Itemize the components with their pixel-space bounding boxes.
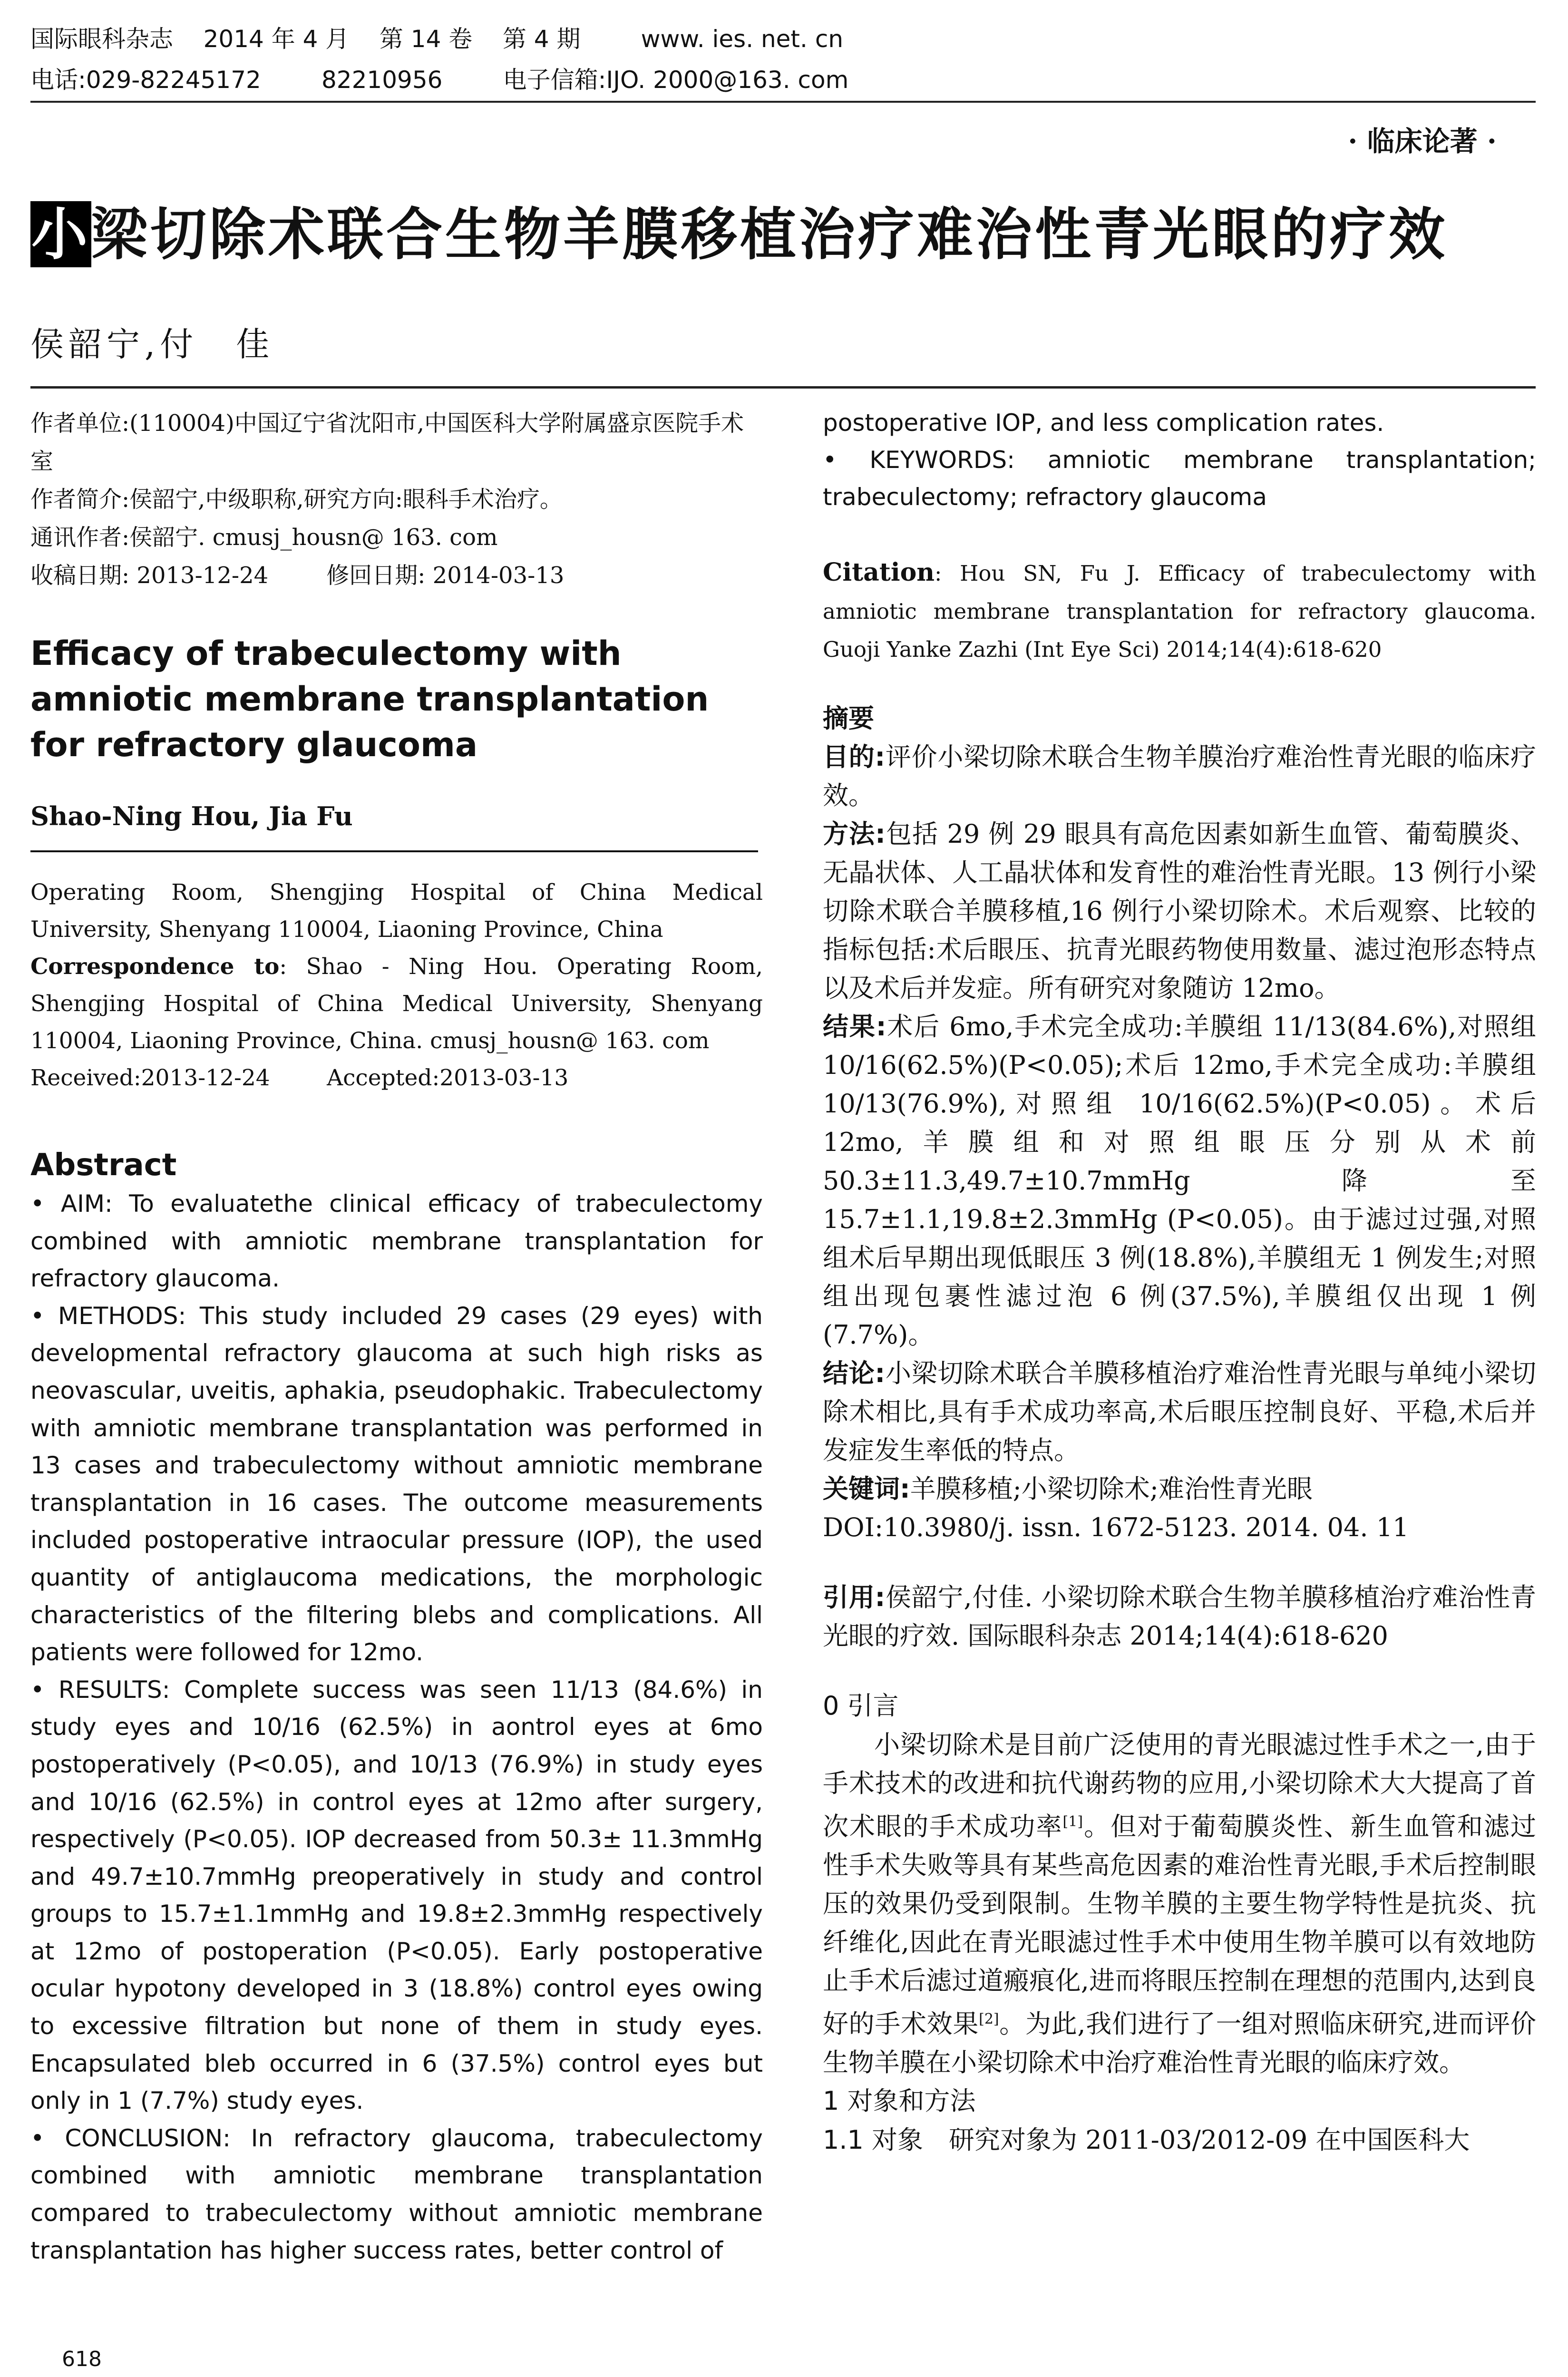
- affil-unit: 作者单位:(110004)中国辽宁省沈阳市,中国医科大学附属盛京医院手术室: [30, 410, 744, 475]
- zh-keywords: [823, 1470, 1536, 1508]
- ref-2: [2]: [979, 2011, 999, 2027]
- correspondence: [30, 948, 763, 1060]
- section-1-heading: 1 对象和方法: [823, 2086, 976, 2116]
- zh-conclusion-label: 结论:: [823, 1358, 886, 1388]
- abstract-results: • RESULTS: Complete success was seen 11/13 (84.6%) in study eyes and 10/16 (62.5%) in aontrol eyes at 6mo postoperatively (P<0.05), and 10/13 (76.9%) in study eyes and 10/16 (62.5%) in control eyes at 12mo after surgery, respectively (P<0.05). IOP decreased from 50.3± 11.3mmHg and 49.7±10.7mmHg preoperatively in study and control groups to 15.7±1.1mmHg and 19.8±2.3mmHg respectively at 12mo of postoperation (P<0.05). Early postoperative ocular hypotony developed in 3 (18.8%) control eyes owing to excessive filtration but none of them in study eyes. Encapsulated bleb occurred in 6 (37.5%) control eyes but only in 1 (7.7%) study eyes.: [30, 1676, 763, 2115]
- zh-results-label: 结果:: [823, 1012, 886, 1042]
- abstract-methods: • METHODS: This study included 29 cases (29 eyes) with developmental refractory glaucoma at such high risks as neovascular, uveitis, aphakia, pseudophakic. Trabeculectomy with amniotic membrane transplantation was performed in 13 cases and trabeculectomy without amniotic membrane transplantation in 16 cases. The outcome measurements included postoperative intraocular pressure (IOP), the used quantity of antiglaucoma medications, the morphologic characteristics of the filtering blebs and complications. All patients were followed for 12mo.: [30, 1302, 763, 1666]
- abstract-continued: postoperative IOP, and less complication rates.: [823, 409, 1384, 437]
- section-1-1-label: 1.1 对象: [823, 2125, 924, 2155]
- page-number: 618: [62, 2347, 102, 2371]
- intro-heading: 0 引言: [823, 1691, 899, 1721]
- title-text: 梁切除术联合生物羊膜移植治疗难治性青光眼的疗效: [91, 201, 1448, 267]
- header-rule: [30, 101, 1536, 103]
- zh-methods-label: 方法:: [823, 819, 886, 849]
- keywords-en: • KEYWORDS: amniotic membrane transplantation; trabeculectomy; refractory glaucoma: [823, 446, 1536, 511]
- title-highlight: 小: [31, 201, 91, 267]
- english-title: Efficacy of trabeculectomy with amniotic membrane transplantation for refractory glaucoma: [30, 634, 709, 764]
- zh-methods-text: 包括 29 例 29 眼具有高危因素如新生血管、葡萄膜炎、无晶状体、人工晶状体和发育性的难治性青光眼。13 例行小梁切除术联合羊膜移植,16 例行小梁切除术。术后观察、比较的指标包括:术后眼压、抗青光眼药物使用数量、滤过泡形态特点以及术后并发症。所有研究对象随访 12mo。: [823, 819, 1536, 1003]
- abstract-aim: • AIM: To evaluatethe clinical efficacy of trabeculectomy combined with amniotic membrane transplantation for refractory glaucoma.: [30, 1190, 763, 1293]
- left-column: [30, 404, 763, 2269]
- zh-results: [823, 1007, 1536, 1354]
- zh-citation: [823, 1578, 1536, 1655]
- zh-methods: [823, 815, 1536, 1007]
- abstract-zh: [823, 699, 1536, 1655]
- corr-text: : Shao - Ning Hou. Operating Room, Shengjing Hospital of China Medical University, Shenyang 110004, Liaoning Province, China. cmusj_housn@ 163. com: [30, 954, 763, 1054]
- zh-keywords-text: 羊膜移植;小梁切除术;难治性青光眼: [910, 1474, 1313, 1504]
- authors-zh: 侯韶宁,付 佳: [30, 325, 274, 364]
- zh-aim-label: 目的:: [823, 742, 886, 772]
- abstract-conclusion: • CONCLUSION: In refractory glaucoma, trabeculectomy combined with amniotic membrane transplantation compared to trabeculectomy without amniotic membrane transplantation has higher success rates, better control of: [30, 2124, 763, 2264]
- zh-keywords-label: 关键词:: [823, 1474, 910, 1504]
- affiliation-zh: [30, 404, 763, 594]
- zh-citation-text: 侯韶宁,付佳. 小梁切除术联合生物羊膜移植治疗难治性青光眼的疗效. 国际眼科杂志 2014;14(4):618-620: [823, 1582, 1536, 1651]
- journal-header-line1: 国际眼科杂志 2014 年 4 月 第 14 卷 第 4 期 www. ies. net. cn: [30, 25, 844, 53]
- affil-en: Operating Room, Shengjing Hospital of China Medical University, Shenyang 110004, Liaoning Province, China: [30, 879, 763, 943]
- section-1-1-text: 研究对象为 2011-03/2012-09 在中国医科大: [949, 2125, 1470, 2155]
- intro-text-a: 小梁切除术是目前广泛使用的青光眼滤过性手术之一,由于手术技术的改进和抗代谢药物的应用,小梁切除术大大提高了首次术眼的手术成功率: [823, 1730, 1536, 1841]
- affil-corr: 通讯作者:侯韶宁. cmusj_housn@ 163. com: [30, 524, 498, 551]
- zh-results-text: 术后 6mo,手术完全成功:羊膜组 11/13(84.6%),对照组 10/16(62.5%)(P<0.05);术后 12mo,手术完全成功:羊膜组 10/13(76.9%),对照组 10/16(62.5%)(P<0.05)。术后 12mo,羊膜组和对照组眼压分别从术前 50.3±11.3,49.7±10.7mmHg 降至 15.7±1.1,19.8±2.3mmHg (P<0.05)。由于滤过过强,对照组术后早期出现低眼压 3 例(18.8%),羊膜组无 1 例发生;对照组出现包裹性滤过泡 6 例(37.5%),羊膜组仅出现 1 例(7.7%)。: [823, 1012, 1536, 1350]
- intro-paragraph: [823, 1725, 1536, 2082]
- affil-dates: 收稿日期: 2013-12-24 修回日期: 2014-03-13: [30, 562, 565, 589]
- title-rule: [30, 386, 1536, 389]
- right-column: [823, 404, 1536, 2160]
- abstract-body: [30, 1185, 763, 2269]
- journal-header-line2: 电话:029-82245172 82210956 电子信箱:IJO. 2000@163. com: [30, 66, 849, 94]
- intro-text-b: 。但对于葡萄膜炎性、新生血管和滤过性手术失败等具有某些高危因素的难治性青光眼,手术后控制眼压的效果仍受到限制。生物羊膜的主要生物学特性是抗炎、抗纤维化,因此在青光眼滤过性手术中使用生物羊膜可以有效地防止手术后滤过道瘢痕化,进而将眼压控制在理想的范围内,达到良好的手术效果: [823, 1812, 1537, 2039]
- zh-conclusion: [823, 1354, 1536, 1470]
- english-affiliation: [30, 874, 763, 1097]
- corr-label: Correspondence to: [30, 954, 280, 980]
- doi: DOI:10.3980/j. issn. 1672-5123. 2014. 04. 11: [823, 1512, 1409, 1542]
- section-label: · 临床论著 ·: [1348, 125, 1497, 157]
- abstract-zh-heading: 摘要: [823, 703, 874, 733]
- received-accepted: Received:2013-12-24 Accepted:2013-03-13: [30, 1065, 569, 1091]
- citation: [823, 554, 1536, 669]
- author-rule: [30, 850, 758, 852]
- affil-bio: 作者简介:侯韶宁,中级职称,研究方向:眼科手术治疗。: [30, 486, 563, 513]
- citation-text: : Hou SN, Fu J. Efficacy of trabeculectomy with amniotic membrane transplantation for refractory glaucoma. Guoji Yanke Zazhi (Int Eye Sci) 2014;14(4):618-620: [823, 561, 1536, 662]
- zh-aim-text: 评价小梁切除术联合生物羊膜治疗难治性青光眼的临床疗效。: [823, 742, 1536, 810]
- ref-1: [1]: [1062, 1813, 1083, 1830]
- article-title: [30, 199, 1448, 270]
- section-1-1: [823, 2121, 1536, 2160]
- zh-aim: [823, 738, 1536, 815]
- intro-text-c: 。为此,我们进行了一组对照临床研究,进而评价生物羊膜在小梁切除术中治疗难治性青光眼的临床疗效。: [823, 2009, 1536, 2077]
- zh-conclusion-text: 小梁切除术联合羊膜移植治疗难治性青光眼与单纯小梁切除术相比,具有手术成功率高,术后眼压控制良好、平稳,术后并发症发生率低的特点。: [823, 1358, 1536, 1465]
- english-authors: Shao-Ning Hou, Jia Fu: [30, 801, 353, 831]
- abstract-heading: Abstract: [30, 1148, 177, 1183]
- citation-label: Citation: [823, 558, 935, 587]
- zh-citation-label: 引用:: [823, 1582, 886, 1612]
